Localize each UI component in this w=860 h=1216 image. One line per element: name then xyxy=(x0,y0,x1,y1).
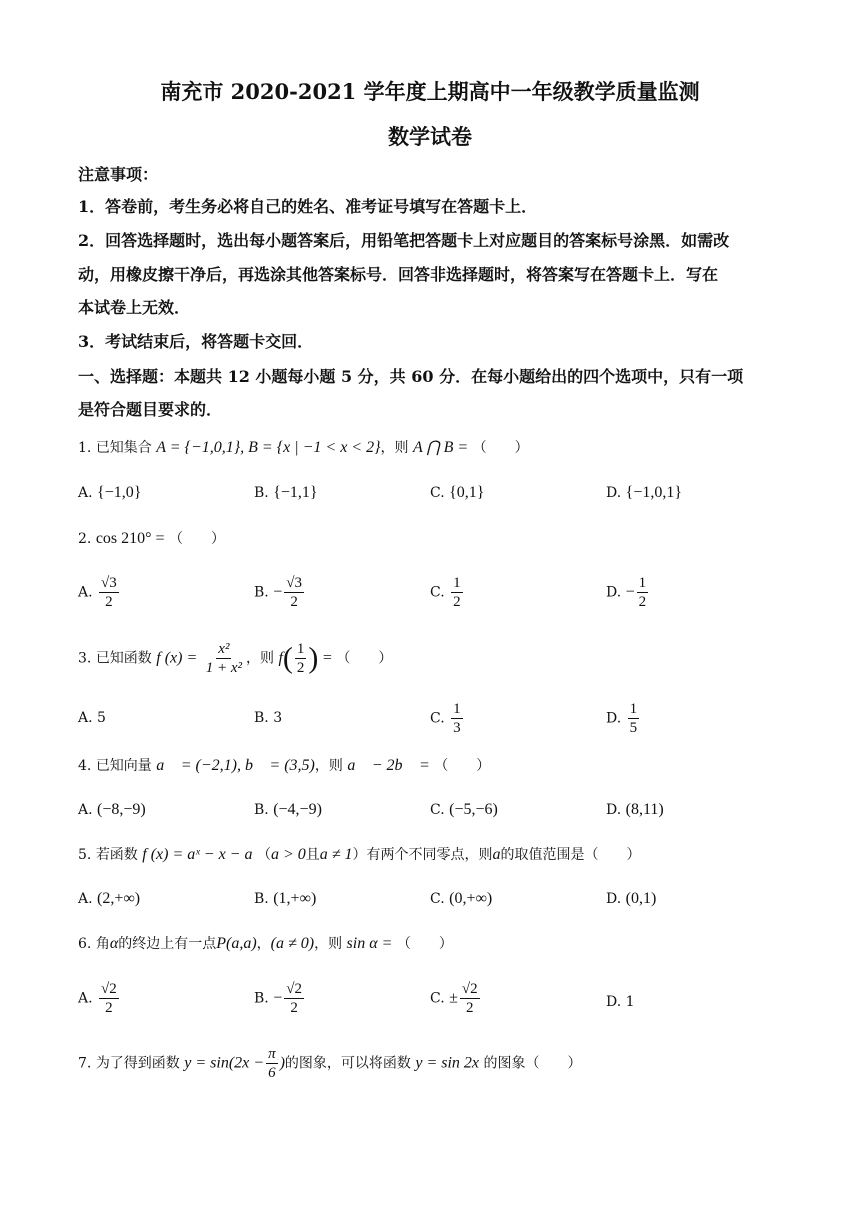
option-a[interactable]: A. $\frac{√3}{2}$ xyxy=(78,575,117,610)
option-d[interactable]: D. {−1,0,1} xyxy=(606,484,683,501)
note-item-2-line3: 本试卷上无效． xyxy=(78,298,191,317)
math-expression: f (x) = xyxy=(156,649,198,667)
question-text: 已知函数 xyxy=(95,650,152,667)
option-a[interactable]: A. (−8,−9) xyxy=(78,801,146,818)
section-heading-line1: 一、选择题：本题共 12 小题每小题 5 分，共 60 分．在每小题给出的四个选项中，只有一项 xyxy=(78,367,744,386)
question-6: 6. 角α的终边上有一点P(a,a)，(a ≠ 0)，则 sin α = （ ） xyxy=(78,935,453,952)
question-text: 若函数 xyxy=(95,847,138,863)
option-c[interactable]: C. (−5,−6) xyxy=(430,801,498,818)
question-text: ，则 xyxy=(314,758,343,774)
option-a[interactable]: A. (2,+∞) xyxy=(78,890,141,907)
math-expression: A ⋂ B = xyxy=(412,439,469,456)
math-expression: a⃗ = (−2,1), b⃗ = (3,5) xyxy=(156,757,315,774)
option-c[interactable]: C. $\frac{1}{3}$ xyxy=(430,701,461,736)
option-d[interactable]: D. (8,11) xyxy=(606,801,664,818)
question-number: 3. xyxy=(78,650,92,667)
answer-blank: （ ） xyxy=(472,440,529,456)
question-7: 7. 为了得到函数 y = sin(2x − $\frac{\pi}{6}$ )的图象，可以将函数 y = sin 2x 的图象（ ） xyxy=(78,1046,582,1081)
answer-blank: （ ） xyxy=(169,531,226,547)
math-expression: cos 210° = xyxy=(95,530,165,547)
math-expression: a⃗ − 2b⃗ = xyxy=(347,757,430,774)
question-number: 6. xyxy=(78,936,92,952)
section-heading-line2: 是符合题目要求的． xyxy=(78,400,223,419)
option-d[interactable]: D. − $\frac{1}{2}$ xyxy=(606,575,647,610)
answer-blank: （ ） xyxy=(336,650,393,667)
option-d[interactable]: D. $\frac{1}{5}$ xyxy=(606,701,638,736)
math-expression: A = {−1,0,1}, B = {x | −1 < x < 2} xyxy=(156,439,381,456)
option-c[interactable]: C. (0,+∞) xyxy=(430,890,493,907)
question-number: 4. xyxy=(78,758,92,774)
question-5: 5. 若函数 f (x) = aˣ − x − a （a > 0且a ≠ 1）有两个不同零点，则a的取值范围是（ ） xyxy=(78,846,641,863)
question-2 xyxy=(78,529,225,549)
math-expression: y = sin(2x − xyxy=(184,1054,265,1072)
option-a[interactable]: A. 5 xyxy=(78,710,106,726)
exam-title: 南充市 2020-2021 学年度上期高中一年级教学质量监测 xyxy=(160,79,700,104)
option-d[interactable]: D. (0,1) xyxy=(606,890,657,907)
question-number: 7. xyxy=(78,1055,92,1072)
answer-blank: （ ） xyxy=(434,758,491,774)
note-item-2-line1: 2．回答选择题时，选出每小题答案后，用铅笔把答题卡上对应题目的答案标号涂黑．如需改 xyxy=(78,231,730,250)
question-number: 5. xyxy=(78,847,92,863)
question-4 xyxy=(78,756,490,776)
math-expression: sin α = xyxy=(346,935,393,952)
option-b[interactable]: B. 3 xyxy=(254,710,283,726)
option-b[interactable]: B. {−1,1} xyxy=(254,484,318,501)
question-text: ，则 xyxy=(380,440,409,456)
option-d[interactable]: D. 1 xyxy=(606,994,635,1010)
option-b[interactable]: B. (1,+∞) xyxy=(254,890,317,907)
option-a[interactable]: A. {−1,0} xyxy=(78,484,142,501)
math-expression: f (x) = aˣ − x − a xyxy=(142,846,253,863)
option-b[interactable]: B. (−4,−9) xyxy=(254,801,322,818)
note-item-2-line2: 动，用橡皮擦干净后，再选涂其他答案标号．回答非选择题时，将答案写在答题卡上．写在 xyxy=(78,265,719,284)
question-number: 2. xyxy=(78,531,92,547)
question-text: ，则 xyxy=(246,650,274,667)
question-text: 已知向量 xyxy=(95,758,152,774)
note-item-3: 3．考试结束后，将答题卡交回． xyxy=(78,332,314,351)
question-text: 已知集合 xyxy=(95,440,152,456)
option-c[interactable]: C. $\frac{1}{2}$ xyxy=(430,575,461,610)
option-c[interactable]: C. ± $\frac{√2}{2}$ xyxy=(430,981,478,1016)
option-b[interactable]: B. − $\frac{√2}{2}$ xyxy=(254,981,302,1016)
question-number: 1. xyxy=(78,440,92,456)
question-3: 3. 已知函数 f (x) = $\frac{\text{x²}}{\text{1 + x²}}$ ，则 f( $\frac{1}{2}$ ) = （ ） xyxy=(78,641,393,676)
option-b[interactable]: B. − $\frac{√3}{2}$ xyxy=(254,575,302,610)
note-item-1: 1．答卷前，考生务必将自己的姓名、准考证号填写在答题卡上． xyxy=(78,197,538,216)
notes-heading: 注意事项： xyxy=(78,165,159,184)
question-1 xyxy=(78,438,529,458)
math-expression: y = sin 2x xyxy=(415,1054,480,1072)
exam-subtitle: 数学试卷 xyxy=(388,124,472,149)
answer-blank: （ ） xyxy=(396,936,453,952)
option-c[interactable]: C. {0,1} xyxy=(430,484,485,501)
option-a[interactable]: A. $\frac{√2}{2}$ xyxy=(78,981,117,1016)
